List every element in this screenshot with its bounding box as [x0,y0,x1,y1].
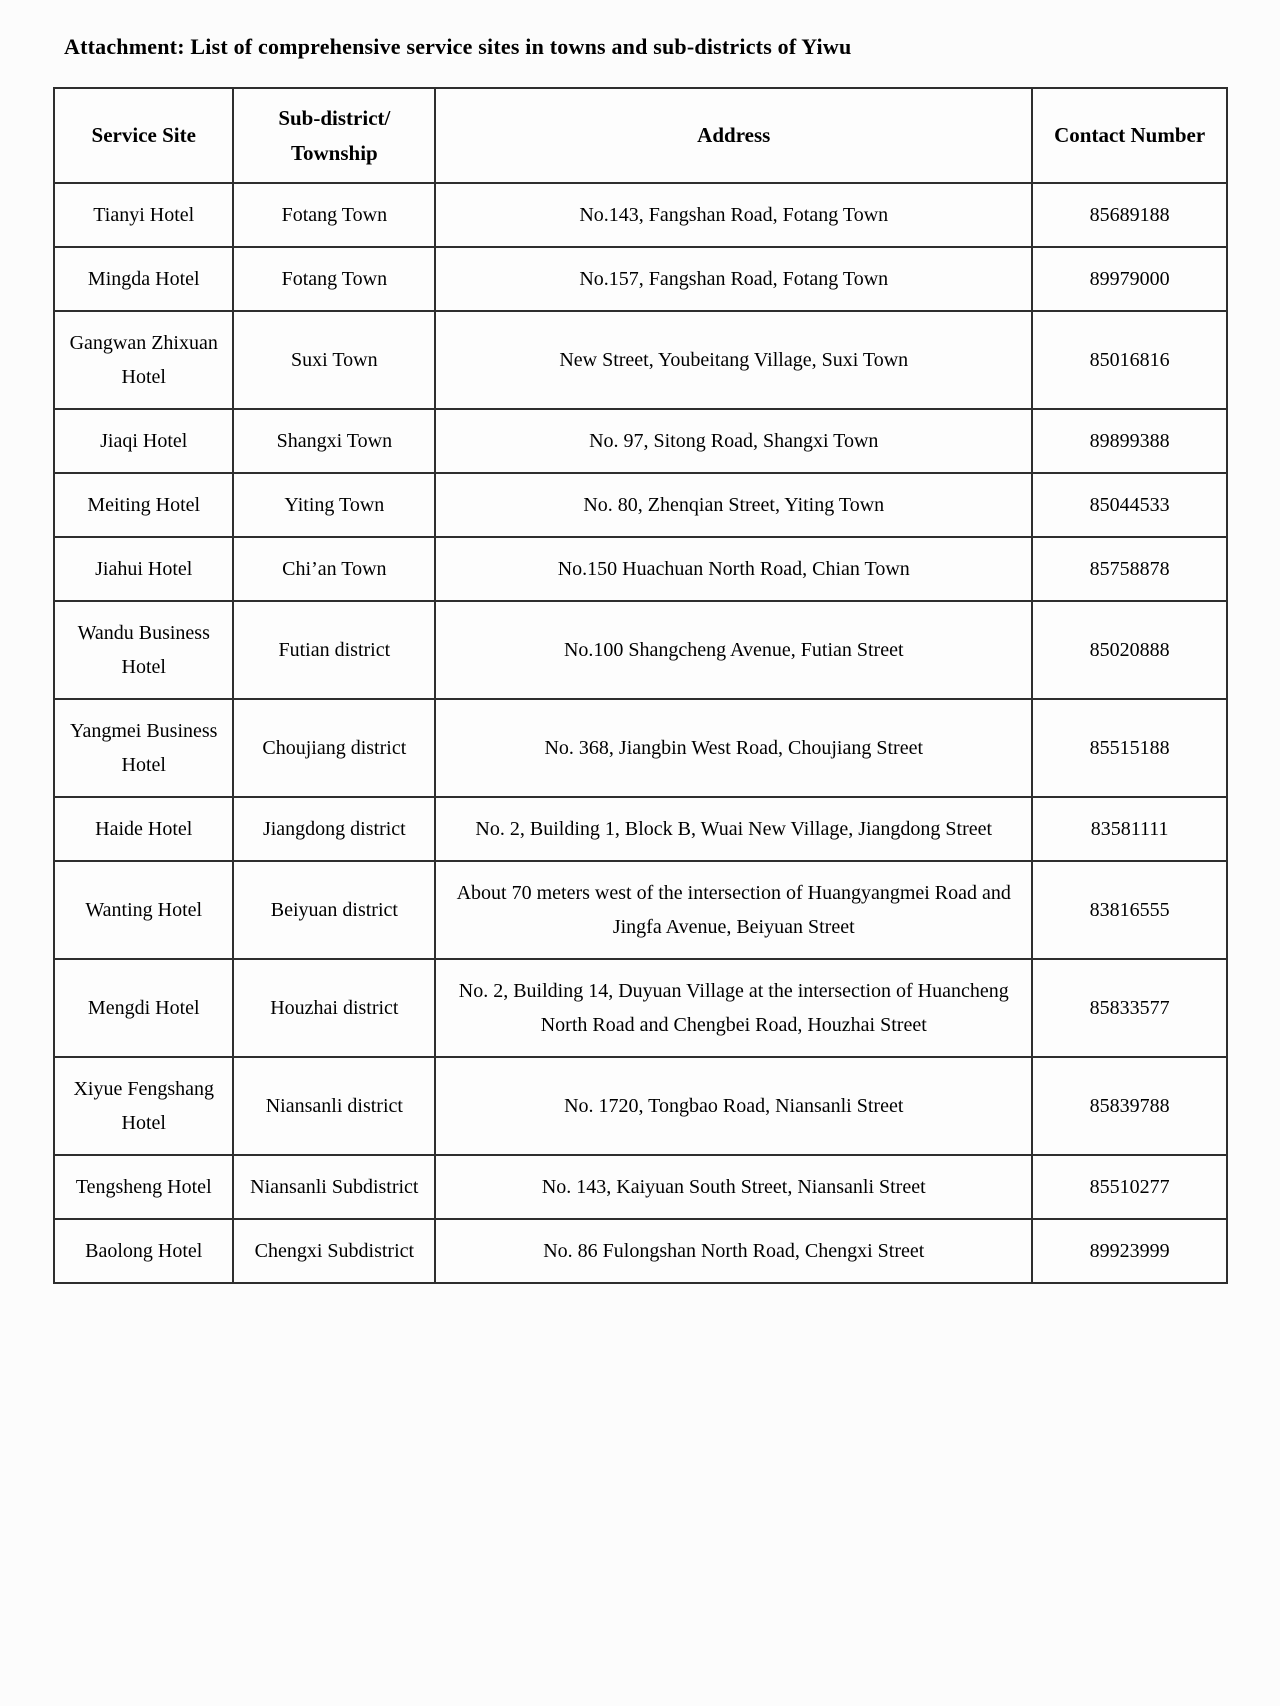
cell-address: No. 368, Jiangbin West Road, Choujiang Street [435,699,1032,797]
cell-contact-number: 85839788 [1032,1057,1227,1155]
cell-contact-number: 85515188 [1032,699,1227,797]
cell-township: Fotang Town [233,183,435,247]
cell-address: No.143, Fangshan Road, Fotang Town [435,183,1032,247]
table-body [54,183,1227,1283]
table-row [54,311,1227,409]
cell-township: Choujiang district [233,699,435,797]
column-header-service-site: Service Site [54,88,233,183]
cell-contact-number: 89899388 [1032,409,1227,473]
header-row [54,88,1227,183]
cell-address: No. 2, Building 14, Duyuan Village at the intersection of Huancheng North Road and Chengbei Road, Houzhai Street [435,959,1032,1057]
cell-service-site: Baolong Hotel [54,1219,233,1283]
cell-address: New Street, Youbeitang Village, Suxi Town [435,311,1032,409]
column-header-address: Address [435,88,1032,183]
cell-service-site: Yangmei Business Hotel [54,699,233,797]
table-row [54,1155,1227,1219]
table-row [54,473,1227,537]
cell-address: No. 2, Building 1, Block B, Wuai New Village, Jiangdong Street [435,797,1032,861]
cell-township: Futian district [233,601,435,699]
table-row [54,183,1227,247]
cell-service-site: Mengdi Hotel [54,959,233,1057]
cell-service-site: Wanting Hotel [54,861,233,959]
column-header-sub-district-township: Sub-district/ Township [233,88,435,183]
cell-service-site: Xiyue Fengshang Hotel [54,1057,233,1155]
table-row [54,247,1227,311]
cell-township: Chi’an Town [233,537,435,601]
cell-township: Beiyuan district [233,861,435,959]
column-header-contact-number: Contact Number [1032,88,1227,183]
cell-township: Yiting Town [233,473,435,537]
cell-contact-number: 85510277 [1032,1155,1227,1219]
table-row [54,601,1227,699]
cell-address: No.100 Shangcheng Avenue, Futian Street [435,601,1032,699]
cell-contact-number: 85016816 [1032,311,1227,409]
cell-contact-number: 85044533 [1032,473,1227,537]
cell-township: Niansanli district [233,1057,435,1155]
table-row [54,1219,1227,1283]
cell-contact-number: 83581111 [1032,797,1227,861]
cell-township: Shangxi Town [233,409,435,473]
cell-contact-number: 83816555 [1032,861,1227,959]
cell-township: Houzhai district [233,959,435,1057]
cell-address: About 70 meters west of the intersection of Huangyangmei Road and Jingfa Avenue, Beiyuan Street [435,861,1032,959]
cell-address: No. 1720, Tongbao Road, Niansanli Street [435,1057,1032,1155]
cell-township: Jiangdong district [233,797,435,861]
cell-address: No.150 Huachuan North Road, Chian Town [435,537,1032,601]
cell-service-site: Jiaqi Hotel [54,409,233,473]
cell-service-site: Tengsheng Hotel [54,1155,233,1219]
cell-township: Niansanli Subdistrict [233,1155,435,1219]
table-row [54,797,1227,861]
cell-township: Fotang Town [233,247,435,311]
table-row [54,861,1227,959]
table-row [54,537,1227,601]
table-row [54,409,1227,473]
table-row [54,699,1227,797]
cell-contact-number: 85020888 [1032,601,1227,699]
cell-service-site: Jiahui Hotel [54,537,233,601]
cell-contact-number: 85758878 [1032,537,1227,601]
table-row [54,959,1227,1057]
cell-service-site: Meiting Hotel [54,473,233,537]
cell-contact-number: 89923999 [1032,1219,1227,1283]
cell-service-site: Tianyi Hotel [54,183,233,247]
cell-township: Chengxi Subdistrict [233,1219,435,1283]
table-row [54,1057,1227,1155]
service-sites-table [53,87,1228,1284]
cell-service-site: Wandu Business Hotel [54,601,233,699]
cell-address: No. 97, Sitong Road, Shangxi Town [435,409,1032,473]
table-header [54,88,1227,183]
cell-service-site: Mingda Hotel [54,247,233,311]
cell-township: Suxi Town [233,311,435,409]
cell-address: No.157, Fangshan Road, Fotang Town [435,247,1032,311]
page-title: Attachment: List of comprehensive service sites in towns and sub-districts of Yiwu [64,34,852,59]
cell-contact-number: 85833577 [1032,959,1227,1057]
cell-service-site: Gangwan Zhixuan Hotel [54,311,233,409]
cell-address: No. 86 Fulongshan North Road, Chengxi Street [435,1219,1032,1283]
cell-contact-number: 85689188 [1032,183,1227,247]
cell-address: No. 80, Zhenqian Street, Yiting Town [435,473,1032,537]
cell-address: No. 143, Kaiyuan South Street, Niansanli Street [435,1155,1032,1219]
cell-service-site: Haide Hotel [54,797,233,861]
cell-contact-number: 89979000 [1032,247,1227,311]
